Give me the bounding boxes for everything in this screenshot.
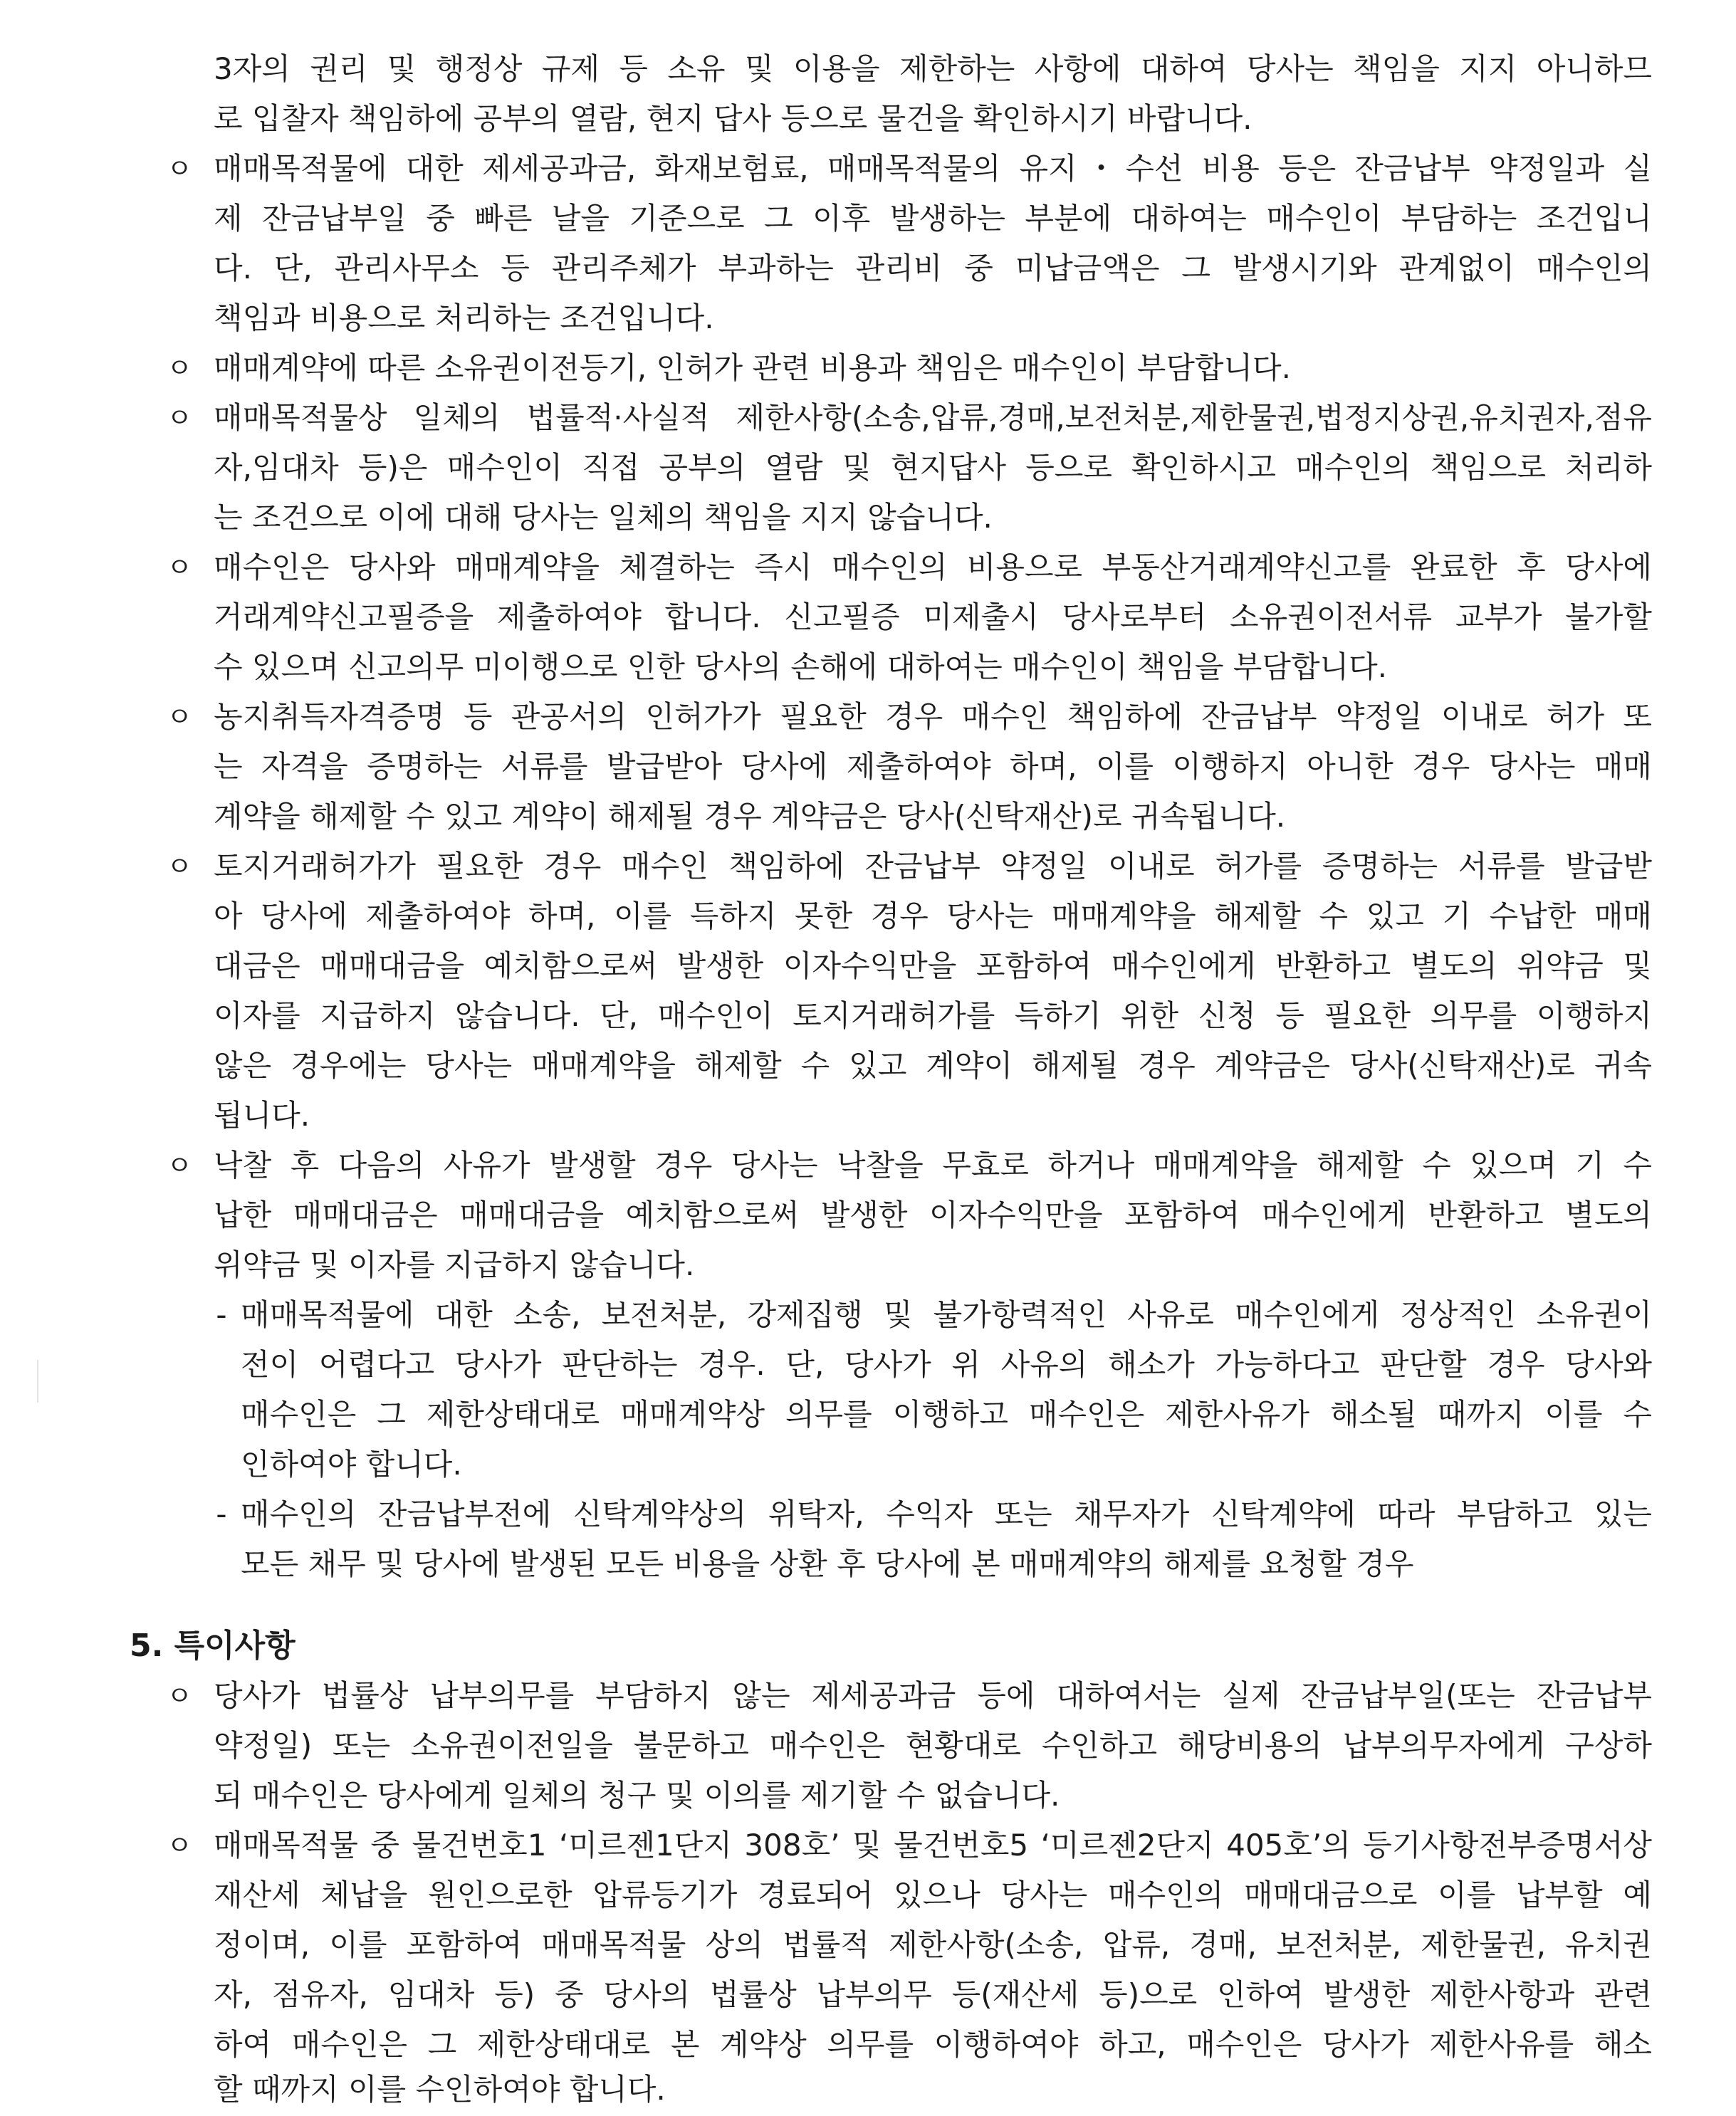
text-line: 낙찰 후 다음의 사유가 발생할 경우 당사는 낙찰을 무효로 하거나 매매계약을 해제할 수 있으며 기 수 bbox=[214, 1148, 1652, 1183]
bullet-icon: ㅇ bbox=[166, 1830, 193, 1861]
text-line: 농지취득자격증명 등 관공서의 인허가가 필요한 경우 매수인 책임하에 잔금납부 약정일 이내로 허가 또 bbox=[214, 699, 1652, 734]
text-line: 매매계약에 따른 소유권이전등기, 인허가 관련 비용과 책임은 매수인이 부담합니다. bbox=[214, 350, 1291, 385]
text-line: 않은 경우에는 당사는 매매계약을 해제할 수 있고 계약이 해제될 경우 계약금은 당사(신탁재산)로 귀속 bbox=[214, 1048, 1652, 1083]
dash-marker: - bbox=[216, 1297, 227, 1332]
bullet-icon: ㅇ bbox=[166, 552, 193, 583]
text-line: 는 조건으로 이에 대해 당사는 일체의 책임을 지지 않습니다. bbox=[214, 500, 993, 535]
text-line: 약정일) 또는 소유권이전일을 불문하고 매수인은 현황대로 수인하고 해당비용의 납부의무자에게 구상하 bbox=[214, 1728, 1652, 1763]
text-line: 하여 매수인은 그 제한상태대로 본 계약상 의무를 이행하여야 하고, 매수인은 당사가 제한사유를 해소 bbox=[214, 2027, 1652, 2062]
text-line: 3자의 권리 및 행정상 규제 등 소유 및 이용을 제한하는 사항에 대하여 당사는 책임을 지지 아니하므 bbox=[214, 51, 1652, 86]
text-line: 토지거래허가가 필요한 경우 매수인 책임하에 잔금납부 약정일 이내로 허가를 증명하는 서류를 발급받 bbox=[214, 849, 1652, 884]
bullet-icon: ㅇ bbox=[166, 701, 193, 733]
text-line: 매수인은 당사와 매매계약을 체결하는 즉시 매수인의 비용으로 부동산거래계약신고를 완료한 후 당사에 bbox=[214, 550, 1652, 585]
dash-marker: - bbox=[216, 1497, 227, 1531]
bullet-icon: ㅇ bbox=[166, 1150, 193, 1181]
bullet-icon: ㅇ bbox=[166, 352, 193, 384]
text-line: 정이며, 이를 포함하여 매매목적물 상의 법률적 제한사항(소송, 압류, 경매, 보전처분, 제한물권, 유치권 bbox=[214, 1927, 1652, 1962]
bullet-icon: ㅇ bbox=[166, 153, 193, 184]
text-line: 로 입찰자 책임하에 공부의 열람, 현지 답사 등으로 물건을 확인하시기 바랍니다. bbox=[214, 101, 1253, 136]
scan-edge-mark bbox=[37, 1360, 38, 1403]
text-line: 당사가 법률상 납부의무를 부담하지 않는 제세공과금 등에 대하여서는 실제 잔금납부일(또는 잔금납부 bbox=[214, 1678, 1652, 1713]
text-line: 재산세 체납을 원인으로한 압류등기가 경료되어 있으나 당사는 매수인의 매매대금으로 이를 납부할 예 bbox=[214, 1877, 1652, 1912]
text-line: 위약금 및 이자를 지급하지 않습니다. bbox=[214, 1247, 695, 1282]
text-line: 수 있으며 신고의무 미이행으로 인한 당사의 손해에 대하여는 매수인이 책임을 부담합니다. bbox=[214, 649, 1388, 684]
text-line: 대금은 매매대금을 예치함으로써 발생한 이자수익만을 포함하여 매수인에게 반환하고 별도의 위약금 및 bbox=[214, 948, 1652, 983]
text-line: 되 매수인은 당사에게 일체의 청구 및 이의를 제기할 수 없습니다. bbox=[214, 1778, 1060, 1813]
text-line: 매매목적물 중 물건번호1 ‘미르젠1단지 308호’ 및 물건번호5 ‘미르젠2단지 405호’의 등기사항전부증명서상 bbox=[214, 1828, 1652, 1863]
text-line: 거래계약신고필증을 제출하여야 합니다. 신고필증 미제출시 당사로부터 소유권이전서류 교부가 불가할 bbox=[214, 599, 1652, 634]
text-line: 자, 점유자, 임대차 등) 중 당사의 법률상 납부의무 등(재산세 등)으로 인하여 발생한 제한사항과 관련 bbox=[214, 1977, 1652, 2012]
text-line: 매매목적물에 대한 제세공과금, 화재보험료, 매매목적물의 유지・수선 비용 등은 잔금납부 약정일과 실 bbox=[214, 151, 1652, 186]
text-line: 이자를 지급하지 않습니다. 단, 매수인이 토지거래허가를 득하기 위한 신청 등 필요한 의무를 이행하지 bbox=[214, 998, 1652, 1033]
text-line: 책임과 비용으로 처리하는 조건입니다. bbox=[214, 300, 714, 335]
text-line: 매수인은 그 제한상태대로 매매계약상 의무를 이행하고 매수인은 제한사유가 해소될 때까지 이를 수 bbox=[241, 1397, 1652, 1432]
text-line: 매수인의 잔금납부전에 신탁계약상의 위탁자, 수익자 또는 채무자가 신탁계약에 따라 부담하고 있는 bbox=[241, 1497, 1652, 1531]
text-line: 됩니다. bbox=[214, 1098, 310, 1133]
text-line: 제 잔금납부일 중 빠른 날을 기준으로 그 이후 발생하는 부분에 대하여는 매수인이 부담하는 조건입니 bbox=[214, 201, 1652, 236]
bullet-icon: ㅇ bbox=[166, 851, 193, 882]
bullet-icon: ㅇ bbox=[166, 1680, 193, 1712]
text-line: 는 자격을 증명하는 서류를 발급받아 당사에 제출하여야 하며, 이를 이행하지 아니한 경우 당사는 매매 bbox=[214, 749, 1652, 784]
text-line: 매매목적물상 일체의 법률적·사실적 제한사항(소송,압류,경매,보전처분,제한물권,법정지상권,유치권자,점유 bbox=[214, 400, 1652, 435]
text-line: 인하여야 합니다. bbox=[241, 1447, 462, 1482]
bullet-icon: ㅇ bbox=[166, 402, 193, 434]
text-line: 할 때까지 이를 수인하여야 합니다. bbox=[214, 2072, 666, 2107]
text-line: 자,임대차 등)은 매수인이 직접 공부의 열람 및 현지답사 등으로 확인하시고 매수인의 책임으로 처리하 bbox=[214, 450, 1652, 485]
text-line: 납한 매매대금은 매매대금을 예치함으로써 발생한 이자수익만을 포함하여 매수인에게 반환하고 별도의 bbox=[214, 1198, 1652, 1232]
text-line: 아 당사에 제출하여야 하며, 이를 득하지 못한 경우 당사는 매매계약을 해제할 수 있고 기 수납한 매매 bbox=[214, 899, 1652, 933]
text-line: 계약을 해제할 수 있고 계약이 해제될 경우 계약금은 당사(신탁재산)로 귀속됩니다. bbox=[214, 799, 1286, 834]
section-heading: 5. 특이사항 bbox=[130, 1628, 296, 1664]
text-line: 모든 채무 및 당사에 발생된 모든 비용을 상환 후 당사에 본 매매계약의 해제를 요청할 경우 bbox=[241, 1546, 1414, 1581]
text-line: 전이 어렵다고 당사가 판단하는 경우. 단, 당사가 위 사유의 해소가 가능하다고 판단할 경우 당사와 bbox=[241, 1347, 1652, 1382]
text-line: 매매목적물에 대한 소송, 보전처분, 강제집행 및 불가항력적인 사유로 매수인에게 정상적인 소유권이 bbox=[241, 1297, 1652, 1332]
text-line: 다. 단, 관리사무소 등 관리주체가 부과하는 관리비 중 미납금액은 그 발생시기와 관계없이 매수인의 bbox=[214, 251, 1652, 286]
